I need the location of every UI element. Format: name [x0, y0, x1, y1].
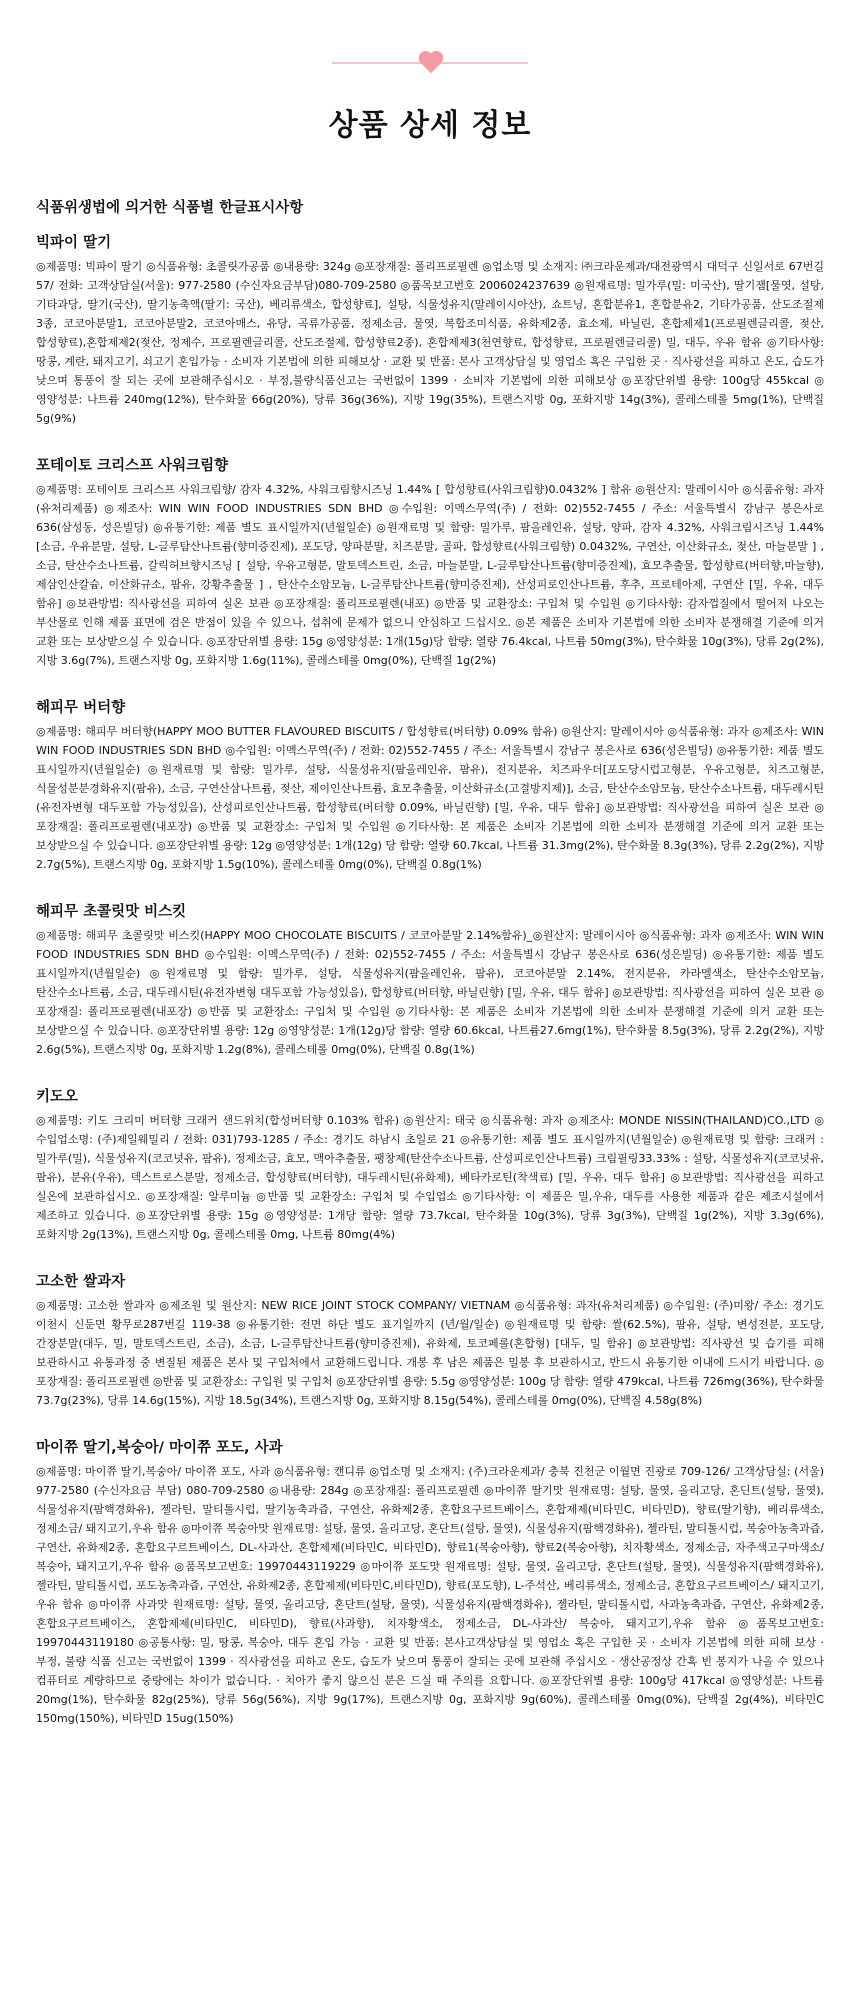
heart-icon	[417, 48, 445, 76]
product-title: 포테이토 크리스프 사워크림향	[36, 458, 229, 474]
product-section-rice-cracker	[36, 1270, 824, 1410]
product-section-kido	[36, 1085, 824, 1244]
product-label-text: ◎제품명: 마이쮸 딸기,복숭아/ 마이쮸 포도, 사과 ◎식품유형: 캔디류 ◎업소명 및 소재지: (주)크라운제과/ 충북 진천군 이월면 진광로 709-126/ 고객상담실: (서울) 977-2580 (수신자요금 부담) 080-709-2580 ◎내용량: 284g ◎포장재질: 폴리프로필렌 ◎마이쮸 딸기맛 원재료명: 설탕, 물엿, 올리고당, 혼딘트(설탕, 물엿), 식물성유지(팜핵경화유), 젤라틴, 말티톨시럽, 딸기농축과즙, 구연산, 유화제2종, 혼합요구르트베이스, 혼합제제(비타민C, 비타민D), 향료(딸기향), 베리류색소, 정제소금/ 돼지고기,우유 함유 ◎마이쮸 복숭아맛 원재료명: 설탕, 물엿, 올리고당, 혼단트(설탕, 물엿), 식물성유지(팜핵경화유), 젤라틴, 말티톨시럽, 복숭아농축과즙, 구연산, 유화제2종, 혼합요구르트베이스, DL-사과산, 혼합제제(비타민C, 비타민D), 향료1(복숭아향), 향료2(복숭아향), 치자황색소, 정제소금, 자주색고구마색소/ 복숭아, 돼지고기,우유 함유 ◎품목보고번호: 19970443119229 ◎마이쮸 포도맛 원재료명: 설탕, 물엿, 올리고당, 혼단트(설탕, 물엿), 식물성유지(팜핵경화유), 젤라틴, 말티톨시럽, 포도농축과즙, 구연산, 유화제2종, 혼합제제(비타민C,비타민D), 향료(포도향), L-주석산, 베리류색소, 정제소금, 혼합요구르트베이스/ 돼지고기,우유 함유 ◎마이쮸 사과맛 원재료명: 설탕, 물엿, 올리고당, 혼단트(설탕, 물엿), 식물성유지(팜핵경화유), 젤라틴, 말티톨시럽, 사과농축과즙, 구연산, 유화제2종, 혼합요구르트베이스, 혼합제제(비타민C, 비타민D), 향료(사과향), 치자황색소, 정제소금, DL-사과산/ 복숭아, 돼지고기,우유 함유 ◎품목보고번호: 19970443119180 ◎공통사항: 밀, 땅콩, 복숭아, 대두 혼입 가능 · 교환 및 반품: 본사고객상담실 및 영업소 혹은 구입한 곳 · 소비자 기본법에 의한 피해 보상 · 부정, 불량 식품 신고는 국번없이 1399 · 직사광선을 피하고 온도, 습도가 낮으며 통풍이 잘되는 곳에 보관해 주십시오 · 생산공정상 간혹 빈 봉지가 나올 수 있으나 컴퓨터로 계량하므로 중량에는 차이가 없습니다. · 치아가 좋지 않으신 분은 드실 때 주의를 요합니다. ◎포장단위별 용량: 100g당 417kcal ◎영양성분: 나트륨 20mg(1%), 탄수화물 82g(25%), 당류 56g(56%), 지방 9g(17%), 트랜스지방 0g, 포화지방 9g(60%), 콜레스테롤 0mg(0%), 단백질 2g(4%), 비타민C 150mg(150%), 비타민D 15ug(150%)	[36, 1465, 824, 1725]
product-label-text: ◎제품명: 빅파이 딸기 ◎식품유형: 초콜릿가공품 ◎내용량: 324g ◎포장재질: 폴리프로필렌 ◎업소명 및 소재지: ㈜크라운제과/대전광역시 대덕구 신일서로 67번길 57/ 전화: 고객상담실(서울): 977-2580 (수신자요금부담)080-709-2580 ◎품목보고번호 2006024237639 ◎원재료명: 밀가루(밀: 미국산), 딸기잼[물엿, 설탕, 기타과당, 딸기(국산), 딸기농축액(딸기: 국산), 베리류색소, 합성향료], 설탕, 식물성유지(말레이시아산), 쇼트닝, 혼합분유1, 혼합분유2, 기타가공품, 산도조절제 3종, 코코아분말1, 코코아분말2, 코코아매스, 유당, 곡류가공품, 정제소금, 물엿, 복합조미식품, 유화제2종, 효소제, 바닐린, 혼합제제1(프로필렌글리콜, 젖산, 합성향료),혼합제제2(젖산, 정제수, 프로필렌글리콜, 산도조절제, 합성향료2종), 혼합제제3(천연향료, 합성향료, 프로필렌글리콜) 밀, 대두, 우유 함유 ◎기타사항: 땅콩, 계란, 돼지고기, 쇠고기 혼입가능 · 소비자 기본법에 의한 피해보상 · 교환 및 반품: 본사 고객상담실 및 영업소 혹은 구입한 곳 · 직사광선을 피하고 온도, 습도가 낮으며 통풍이 잘 되는 곳에 보관해주십시오 · 부정,불량식품신고는 국번없이 1399 · 소비자 기본법에 의한 피해보상 ◎포장단위별 용량: 100g당 455kcal ◎영양성분: 나트륨 240mg(12%), 탄수화물 66g(20%), 당류 36g(36%), 지방 19g(35%), 트랜스지방 0g, 포화지방 14g(3%), 콜레스테롤 5mg(1%), 단백질 5g(9%)	[36, 260, 824, 425]
product-section-happymoo-chocolate	[36, 900, 824, 1059]
notice-heading: 식품위생법에 의거한 식품별 한글표시사항	[36, 200, 304, 216]
product-label-text: ◎제품명: 해피무 초콜릿맛 비스킷(HAPPY MOO CHOCOLATE BISCUITS / 코코아분말 2.14%함유)_◎원산지: 말레이시아 ◎식품유형: 과자 ◎제조사: WIN WIN FOOD INDUSTRIES SDN BHD ◎수입원: 이멕스무역(주) / 전화: 02)552-7455 / 주소: 서울특별시 강남구 봉은사로 636(성은빌딩) ◎유통기한: 제품 별도 표시일까지(년월일순) ◎원재료명 및 함량: 밀가루, 설탕, 식물성유지(팜올레인유, 팜유), 코코아분말 2.14%, 전지분유, 카라멜색소, 탄산수소암모늄, 탄산수소나트륨, 소금, 대두레시틴(유전자변형 대두포함 가능성있음), 합성향료(버터향, 바닐린향) [밀, 우유, 대두 함유] ◎보관방법: 직사광선을 피하여 실온 보관 ◎포장재질: 폴리프로필렌(내포장) ◎반품 및 교환장소: 구입처 및 수입원 ◎기타사항: 본 제품은 소비자 기본법에 의한 소비자 분쟁해결 기준에 의거 교환 또는 보상받으실 수 있습니다. ◎포장단위별 용량: 12g ◎영양성분: 1개(12g)당 함량: 열량 60.6kcal, 나트륨27.6mg(1%), 탄수화물 8.5g(3%), 당류 2.2g(2%), 지방 2.6g(5%), 트랜스지방 0g, 포화지방 1.2g(8%), 콜레스테롤 0mg(0%), 단백질 0.8g(1%)	[36, 929, 824, 1056]
product-title: 마이쮸 딸기,복숭아/ 마이쮸 포도, 사과	[36, 1440, 283, 1456]
product-section-mychew	[36, 1436, 824, 1728]
product-title: 고소한 쌀과자	[36, 1274, 126, 1290]
page-title: 상품 상세 정보	[328, 108, 532, 143]
product-section-potato-crisp	[36, 454, 824, 670]
product-label-text: ◎제품명: 해피무 버터향(HAPPY MOO BUTTER FLAVOURED BISCUITS / 합성향료(버터향) 0.09% 함유) ◎원산지: 말레이시아 ◎식품유형: 과자 ◎제조사: WIN WIN FOOD INDUSTRIES SDN BHD ◎수입원: 이멕스무역(주) / 전화: 02)552-7455 / 주소: 서울특별시 강남구 봉은사로 636(성은빌딩) ◎유통기한: 제품 별도 표시일까지(년월일순) ◎원재료명 및 함량: 밀가루, 설탕, 식물성유지(팜올레인유, 팜유), 전지분유, 치즈파우더[포도당시럽고형분, 우유고형분, 치즈고형분, 식물성분분경화유지(팜유), 소금, 구연산삼나트륨, 젖산, 제이인산나트륨, 효모추출물, 이산화규소(고결방지제)], 소금, 탄산수소암모늄, 탄산수소나트륨, 대두레시틴(유전자변형 대두포함 가능성있음), 산성피로인산나트륨, 합성향료(버터향 0.09%, 바닐린향) [밀, 우유, 대두 함유] ◎보관방법: 직사광선을 피하여 실온 보관 ◎포장재질: 폴리프로필렌(내포장) ◎반품 및 교환장소: 구입처 및 수입원 ◎기타사항: 본 제품은 소비자 기본법에 의한 소비자 분쟁해결 기준에 의거 교환 또는 보상받으실 수 있습니다. ◎포장단위별 용량: 12g ◎영양성분: 1개(12g) 당 함량: 열량 60.7kcal, 나트륨 31.3mg(2%), 탄수화물 8.3g(3%), 당류 2.2g(2%), 지방 2.7g(5%), 트랜스지방 0g, 포화지방 1.5g(10%), 콜레스테롤 0mg(0%), 단백질 0.8g(1%)	[36, 725, 825, 871]
product-title: 키도오	[36, 1089, 79, 1105]
product-label-text: ◎제품명: 고소한 쌀과자 ◎제조원 및 원산지: NEW RICE JOINT STOCK COMPANY/ VIETNAM ◎식품유형: 과자(유처리제품) ◎수입원: (주)미왕/ 주소: 경기도 이천시 신둔면 황무로287번길 119-38 ◎유통기한: 전면 하단 별도 표기일까지 (년/월/일순) ◎원재료명 및 함량: 쌀(62.5%), 팜유, 설탕, 변성전분, 포도당, 간장분말(대두, 밀, 말토덱스트린, 소금), 소금, L-글루탐산나트륨(향미증진제), 유화제, 토코페롤(혼합형) [대두, 밀 함유] ◎보관방법: 직사광선 및 습기를 피해 보관하시고 유통과정 중 변질된 제품은 본사 및 구입처에서 교환해드립니다. 개봉 후 남은 제품은 밀봉 후 보관하시고, 반드시 유통기한 이내에 드시기 바랍니다. ◎포장재질: 폴리프로필렌 ◎반품 및 교환장소: 구입원 및 구입처 ◎포장단위별 용량: 5.5g ◎영양성분: 100g 당 함량: 열량 479kcal, 나트륨 726mg(36%), 탄수화물 73.7g(23%), 당류 14.6g(15%), 지방 18.5g(34%), 트랜스지방 0g, 포화지방 8.15g(54%), 콜레스테롤 0mg(0%), 단백질 4.58g(8%)	[36, 1299, 824, 1407]
product-title: 해피무 버터향	[36, 700, 126, 716]
product-title: 빅파이 딸기	[36, 235, 112, 251]
product-label-text: ◎제품명: 포테이토 크리스프 사워크림향/ 감자 4.32%, 사워크림향시즈닝 1.44% [ 합성향료(사워크림향)0.0432% ] 함유 ◎원산지: 말레이시아 ◎식품유형: 과자(유처리제품) ◎제조사: WIN WIN FOOD INDUSTRIES SDN BHD ◎수입원: 이멕스무역(주) / 전화: 02)552-7455 / 주소: 서울특별시 강남구 봉은사로 636(삼성동, 성은빌딩) ◎유통기한: 제품 별도 표시일까지(년월일순) ◎원재료명 및 함량: 밀가루, 팜올레인유, 설탕, 양파, 감자 4.32%, 사워크림시즈닝 1.44% [소금, 우유분말, 설탕, L-글루탐산나트륨(향미증진제), 포도당, 양파분말, 치즈분말, 골파, 합성향료(사워크림향) 0.0432%, 구연산, 이산화규소, 젖산, 마늘분말 ] , 소금, 탄산수소나트륨, 갈릭허브향시즈닝 [ 설탕, 우유고형분, 말토덱스트린, 소금, 마늘분말, L-글루탐산나트륨(향미증진제), 효모추출물, 합성향료(버터향,마늘향), 제삼인산칼슘, 이산화규소, 팜유, 강황추출물 ] , 탄산수소암모늄, L-글루탐산나트륨(향미증진제), 산성피로인산나트륨, 후추, 프로테아제, 구연산 [밀, 우유, 대두 함유] ◎보관방법: 직사광선을 피하여 실온 보관 ◎포장재질: 폴리프로필렌(내포) ◎반품 및 교환장소: 구입처 및 수입원 ◎기타사항: 감자껍질에서 떨어져 나오는 부산물로 인해 제품 표면에 검은 반점이 있을 수 있으나, 섭취에 문제가 없으니 안심하고 드십시오. ◎본 제품은 소비자 기본법에 의한 소비자 분쟁해결 기준에 의거 교환 또는 보상받으실 수 있습니다. ◎포장단위별 용량: 15g ◎영양성분: 1개(15g)당 함량: 열량 76.4kcal, 나트륨 50mg(3%), 탄수화물 10g(3%), 당류 2g(2%), 지방 3.6g(7%), 트랜스지방 0g, 포화지방 1.6g(11%), 콜레스테롤 0mg(0%), 단백질 1g(2%)	[36, 483, 824, 667]
page-header	[0, 0, 860, 150]
product-info-content	[0, 150, 860, 1728]
product-title: 해피무 초콜릿맛 비스킷	[36, 904, 187, 920]
product-label-text: ◎제품명: 키도 크리미 버터향 크래커 샌드위치(합성버터향 0.103% 함유) ◎원산지: 태국 ◎식품유형: 과자 ◎제조사: MONDE NISSIN(THAILAND)CO.,LTD ◎수입업소명: (주)제일웨밀리 / 전화: 031)793-1285 / 주소: 경기도 하남시 초일로 21 ◎유통기한: 제품 별도 표시일까지(년월일순) ◎원재료명 및 함량: 크래커 : 밀가루(밀), 식물성유지(코코넛유, 팜유), 정제소금, 효모, 맥아추출물, 팽창제(탄산수소나트륨, 산성피로인산나트륨) 크림필링33.33% : 설탕, 식물성유지(코코넛유, 팜유), 분유(우유), 덱스트로스분말, 정제소금, 합성향료(버터향), 대두레시틴(유화제), 베타카로틴(착색료) [밀, 우유, 대두 함유] ◎보관방법: 직사광선을 피하고 실온에 보관하십시오. ◎포장재질: 알루미늄 ◎반품 및 교환장소: 구입처 및 수입업소 ◎기타사항: 이 제품은 밀,우유, 대두를 사용한 제품과 같은 제조시설에서 제조하고 있습니다. ◎포장단위별 용량: 15g ◎영양성분: 1개당 함량: 열량 73.7kcal, 탄수화물 10g(3%), 당류 3g(3%), 단백질 1g(2%), 지방 3.3g(6%), 포화지방 2g(13%), 트랜스지방 0g, 콜레스테롤 0mg, 나트륨 80mg(4%)	[36, 1114, 824, 1241]
product-section-bigpie	[36, 231, 824, 428]
product-section-happymoo-butter	[36, 696, 824, 874]
